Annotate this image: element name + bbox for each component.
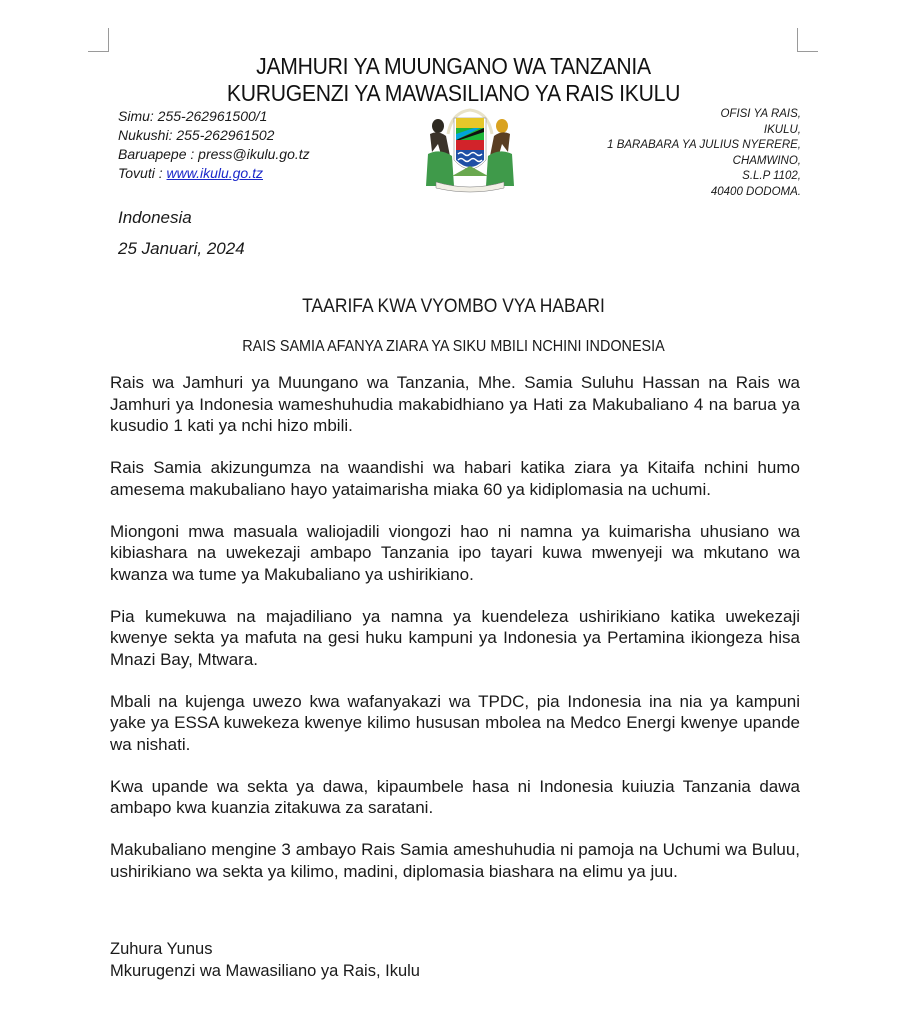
contact-fax: Nukushi: 255-262961502 (118, 127, 275, 143)
website-link[interactable]: www.ikulu.go.tz (166, 165, 263, 181)
address-line: 1 BARABARA YA JULIUS NYERERE, (607, 139, 801, 151)
signatory-name: Zuhura Yunus (110, 940, 213, 958)
body-paragraph: Miongoni mwa masuala waliojadili viongozi hao ni namna ya kuimarisha uhusiano wa kibiashara na uwekezaji ambapo Tanzania ipo tayari kuwa mwenyeji wa mkutano wa kwanza wa tume ya Makubaliano ya ushirikiano. (110, 521, 800, 584)
header-title-line1: JAMHURI YA MUUNGANO WA TANZANIA (256, 53, 651, 79)
signature-block (110, 938, 420, 982)
contact-website (118, 164, 310, 183)
body-paragraph: Rais Samia akizungumza na waandishi wa habari katika ziara ya Kitaifa nchini humo amesema makubaliano hayo yataimarisha miaka 60 ya kidiplomasia na uchumi. (110, 458, 800, 499)
signatory-title: Mkurugenzi wa Mawasiliano ya Rais, Ikulu (110, 962, 420, 980)
page-corner-mark-top-right (797, 28, 818, 52)
address-line: S.L.P 1102, (742, 170, 801, 182)
website-label: Tovuti : (118, 165, 167, 181)
body-paragraph: Rais wa Jamhuri ya Muungano wa Tanzania, Mhe. Samia Suluhu Hassan na Rais wa Jamhuri ya Indonesia wameshuhudia makabidhiano ya Hati za Makubaliano 4 na barua ya kusudio 1 kati ya nchi hizo mbili. (110, 373, 800, 435)
contact-email: Baruapepe : press@ikulu.go.tz (118, 146, 310, 162)
dateline-date: 25 Januari, 2024 (118, 239, 245, 258)
body-paragraph: Kwa upande wa sekta ya dawa, kipaumbele hasa ni Indonesia kuiuzia Tanzania dawa ambapo kwa kuanzia zitakuwa za saratani. (110, 776, 800, 817)
header-title-line2: KURUGENZI YA MAWASILIANO YA RAIS IKULU (226, 80, 681, 106)
office-address (607, 107, 801, 200)
document-heading: TAARIFA KWA VYOMBO VYA HABARI (302, 296, 605, 317)
address-line: 40400 DODOMA. (710, 185, 801, 198)
page-corner-mark-top-left (88, 28, 109, 52)
address-line: OFISI YA RAIS, (720, 108, 801, 120)
dateline-place: Indonesia (118, 208, 192, 227)
document-subheading: RAIS SAMIA AFANYA ZIARA YA SIKU MBILI NCHINI INDONESIA (242, 338, 665, 355)
contact-phone: Simu: 255-262961500/1 (118, 108, 268, 124)
coat-of-arms-emblem-icon (418, 104, 522, 194)
contact-block (118, 107, 310, 183)
body-paragraph: Makubaliano mengine 3 ambayo Rais Samia ameshuhudia ni pamoja na Uchumi wa Buluu, ushirikiano wa sekta ya kilimo, madini, diplomasia biashara na elimu ya juu. (110, 840, 800, 881)
body-paragraph: Pia kumekuwa na majadiliano ya namna ya kuendeleza ushirikiano katika uwekezaji kwenye sekta ya mafuta na gesi huku kampuni ya Indonesia ya Pertamina ikiongeza hisa Mnazi Bay, Mtwara. (110, 606, 800, 669)
address-line: IKULU, (763, 123, 801, 136)
body-paragraph: Mbali na kujenga uwezo kwa wafanyakazi wa TPDC, pia Indonesia ina nia ya kampuni yake ya ESSA kuwekeza kwenye kilimo hususan mbolea na Medco Energi kwenye upande wa nishati. (110, 691, 800, 754)
document-body (110, 372, 800, 903)
address-line: CHAMWINO, (732, 154, 801, 167)
